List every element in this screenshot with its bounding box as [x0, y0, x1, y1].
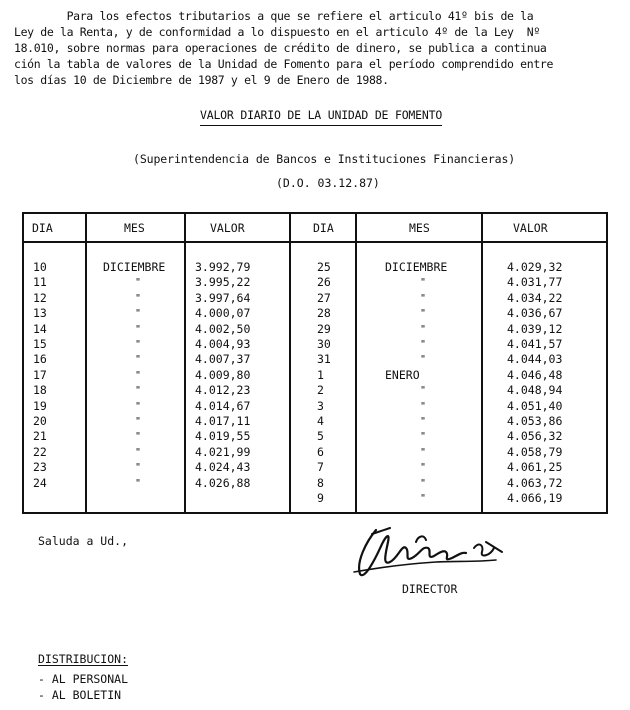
mes-ditto-mark: ": [135, 339, 142, 350]
header-valor-right: VALOR: [513, 221, 548, 235]
valor-cell: 4.012,23: [195, 383, 251, 398]
mes-ditto-mark: ": [135, 292, 142, 304]
valor-cell: 4.034,22: [507, 290, 563, 305]
mes-ditto-mark: ": [420, 354, 427, 366]
mes-cell: DICIEMBRE: [385, 260, 448, 274]
mes-ditto-mark: ": [135, 446, 142, 458]
dia-cell: 12: [33, 290, 47, 305]
valor-cell: 4.019,55: [195, 429, 251, 444]
valor-cell: 4.036,67: [507, 306, 563, 321]
dia-cell: 29: [317, 321, 331, 336]
column-divider: [289, 214, 291, 512]
mes-cell: DICIEMBRE: [103, 260, 166, 274]
mes-ditto-mark: ": [420, 416, 427, 427]
dia-cell: 27: [317, 290, 331, 305]
source-reference: (D.O. 03.12.87): [276, 176, 380, 190]
valor-cell: 4.004,93: [195, 337, 251, 351]
valor-cell: 4.051,40: [507, 398, 563, 413]
closing-salutation: Saluda a Ud.,: [38, 534, 129, 548]
dia-cell: 5: [317, 429, 324, 444]
mes-ditto-mark: ": [420, 308, 427, 320]
header-mes-right: MES: [409, 221, 430, 235]
mes-ditto-mark: ": [135, 354, 142, 366]
mes-ditto-mark: ": [420, 323, 427, 335]
dia-cell: 21: [33, 429, 47, 444]
header-valor: VALOR: [210, 221, 245, 235]
intro-line: Para los efectos tributarios a que se refiere el articulo 41º bis de la: [14, 9, 534, 23]
mes-ditto-mark: ": [420, 400, 427, 412]
valor-cell: 4.009,80: [195, 367, 251, 382]
dia-cell: 15: [33, 337, 47, 351]
valor-cell: 4.061,25: [507, 460, 563, 475]
dia-cell: 23: [33, 460, 47, 475]
source-line: (Superintendencia de Bancos e Instituciones Financieras): [133, 152, 516, 166]
column-divider: [355, 214, 357, 512]
header-divider: [24, 241, 606, 243]
dia-cell: 26: [317, 275, 331, 290]
header-dia-right: DIA: [313, 221, 334, 235]
valor-cell: 4.046,48: [507, 367, 563, 382]
intro-paragraph: [14, 8, 614, 88]
mes-ditto-mark: ": [420, 292, 427, 304]
valor-cell: 4.063,72: [507, 475, 563, 490]
dia-cell: 1: [317, 367, 324, 382]
dia-cell: 18: [33, 383, 47, 398]
dia-cell: 17: [33, 367, 47, 382]
mes-ditto-mark: ": [135, 323, 142, 335]
valor-cell: 4.048,94: [507, 383, 563, 398]
distribution-item: - AL BOLETIN: [38, 688, 122, 702]
mes-ditto-mark: ": [420, 385, 427, 397]
header-dia: DIA: [32, 221, 53, 235]
valor-cell: 4.002,50: [195, 321, 251, 336]
valor-cell: 4.026,88: [195, 475, 251, 490]
dia-cell: 22: [33, 444, 47, 459]
valor-cell: 3.992,79: [195, 260, 251, 274]
dia-cell: 31: [317, 352, 331, 367]
dia-cell: 14: [33, 321, 47, 336]
mes-ditto-mark: ": [135, 277, 142, 289]
mes-cell: ENERO: [385, 367, 420, 382]
valor-cell: 4.024,43: [195, 460, 251, 475]
dia-cell: 6: [317, 444, 324, 459]
dia-cell: 13: [33, 306, 47, 321]
valor-cell: 4.029,32: [507, 260, 563, 274]
column-divider: [184, 214, 186, 512]
dia-cell: 10: [33, 260, 47, 274]
valor-cell: 4.000,07: [195, 306, 251, 321]
distribution-item: - AL PERSONAL: [38, 672, 129, 686]
valor-cell: 4.044,03: [507, 352, 563, 367]
table-title: VALOR DIARIO DE LA UNIDAD DE FOMENTO: [200, 108, 443, 122]
dia-cell: 19: [33, 398, 47, 413]
mes-ditto-mark: ": [420, 431, 427, 443]
valor-cell: 4.039,12: [507, 321, 563, 336]
signatory-title: DIRECTOR: [402, 582, 458, 596]
dia-cell: 4: [317, 414, 324, 428]
dia-cell: 28: [317, 306, 331, 321]
valor-cell: 4.014,67: [195, 398, 251, 413]
valor-cell: 4.021,99: [195, 444, 251, 459]
mes-ditto-mark: ": [135, 416, 142, 427]
valor-cell: 4.058,79: [507, 444, 563, 459]
valor-cell: 4.031,77: [507, 275, 563, 290]
valor-cell: 3.997,64: [195, 290, 251, 305]
column-divider: [481, 214, 483, 512]
distribution-heading: DISTRIBUCION:: [38, 652, 129, 666]
valor-cell: 4.017,11: [195, 414, 251, 428]
handwritten-signature: [346, 522, 516, 582]
mes-ditto-mark: ": [135, 369, 142, 381]
mes-ditto-mark: ": [135, 462, 142, 474]
mes-ditto-mark: ": [135, 385, 142, 397]
mes-ditto-mark: ": [135, 431, 142, 443]
intro-line: Ley de la Renta, y de conformidad a lo dispuesto en el articulo 4º de la Ley Nº: [14, 25, 540, 39]
uf-value-table: [22, 212, 608, 514]
mes-ditto-mark: ": [420, 339, 427, 350]
mes-ditto-mark: ": [420, 493, 427, 504]
mes-ditto-mark: ": [135, 477, 142, 489]
dia-cell: 7: [317, 460, 324, 475]
mes-ditto-mark: ": [135, 400, 142, 412]
intro-line: los días 10 de Diciembre de 1987 y el 9 de Enero de 1988.: [14, 73, 389, 87]
valor-cell: 4.056,32: [507, 429, 563, 444]
valor-cell: 4.066,19: [507, 491, 563, 505]
valor-cell: 4.007,37: [195, 352, 251, 367]
mes-ditto-mark: ": [420, 477, 427, 489]
dia-cell: 2: [317, 383, 324, 398]
dia-cell: 9: [317, 491, 324, 505]
dia-cell: 8: [317, 475, 324, 490]
mes-ditto-mark: ": [420, 462, 427, 474]
dia-cell: 20: [33, 414, 47, 428]
header-mes: MES: [124, 221, 145, 235]
mes-ditto-mark: ": [135, 308, 142, 320]
mes-ditto-mark: ": [420, 277, 427, 289]
column-divider: [85, 214, 87, 512]
dia-cell: 11: [33, 275, 47, 290]
dia-cell: 30: [317, 337, 331, 351]
valor-cell: 4.041,57: [507, 337, 563, 351]
intro-line: ción la tabla de valores de la Unidad de Fomento para el período comprendido entre: [14, 57, 554, 71]
valor-cell: 3.995,22: [195, 275, 251, 290]
mes-ditto-mark: ": [420, 446, 427, 458]
dia-cell: 24: [33, 475, 47, 490]
dia-cell: 25: [317, 260, 331, 274]
valor-cell: 4.053,86: [507, 414, 563, 428]
dia-cell: 3: [317, 398, 324, 413]
intro-line: 18.010, sobre normas para operaciones de crédito de dinero, se publica a continua: [14, 41, 547, 55]
dia-cell: 16: [33, 352, 47, 367]
